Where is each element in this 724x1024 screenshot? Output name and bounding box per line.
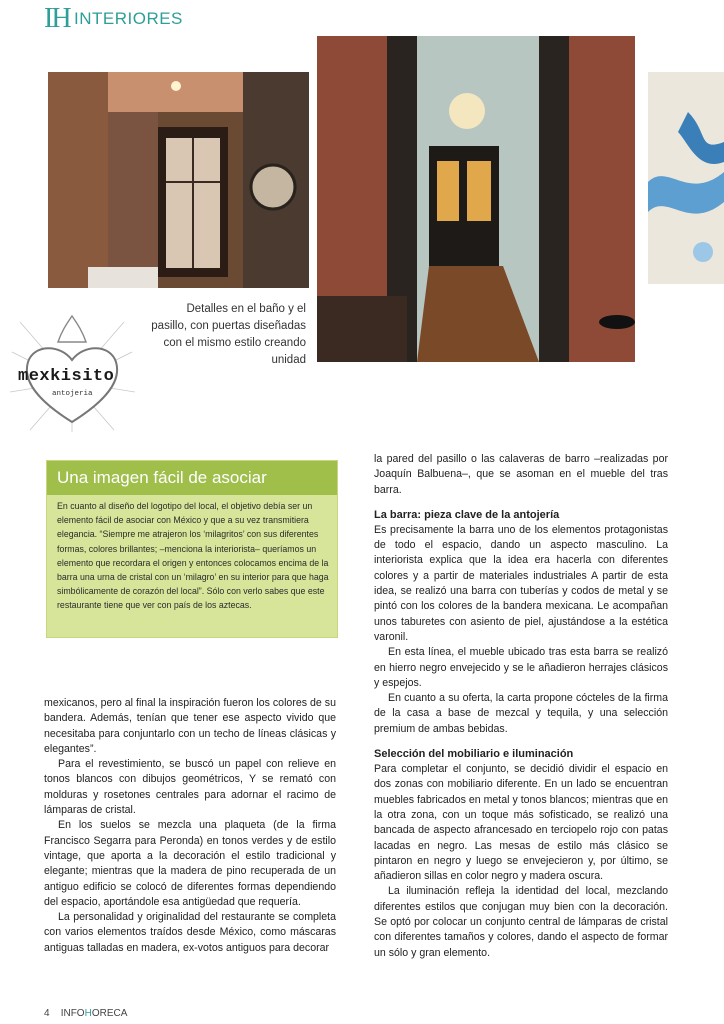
section-title: INTERIORES [74,9,183,28]
footer-brand-a: INFO [60,1008,85,1019]
paragraph: Para el revestimiento, se buscó un papel con relieve en tonos blancos con dibujos geométricos, Y se remató con molduras y rosetones centrales para adornar el racimo de lámparas de cristal. [44,758,336,817]
subheading: Selección del mobiliario e iluminación [374,748,574,761]
sidebar-text: En cuanto al diseño del logotipo del local, el objetivo debía ser un elemento fácil de asociar con México y que a su vez transmitiera elegancia. “Siempre me atrajeron los ‘milagritos’ con sus diferentes formas, colores brillantes; –menciona la interiorista– queríamos un elemento que recordara el origen y entonces colocamos encima de la barra una urna de cristal con un ‘milagro’ en su interior para que haga simbólicamente de corazón del local”. Sólo con verlo sabes que este restaurante tiene que ver con país de los aztecas. [57,501,329,611]
photo-caption: Detalles en el baño y el pasillo, con puertas diseñadas con el mismo estilo creando unidad [151,303,306,366]
paragraph: La personalidad y originalidad del restaurante se completa con varios elementos traídos desde México, como máscaras antiguas talladas en madera, ex-votos antiguos para decorar [44,911,336,954]
corridor-photo [317,36,635,362]
mexkisito-logo [10,312,135,432]
subheading: La barra: pieza clave de la antojería [374,508,560,521]
magazine-logo: IH [44,3,70,34]
article-column-left [44,696,336,956]
tile-photo [648,72,724,284]
paragraph: la pared del pasillo o las calaveras de barro –realizadas por Joaquín Balbuena–, que se asoman en el mueble del tras barra. [374,453,668,496]
footer-brand-b: H [84,1008,92,1019]
brand-name: mexkisito [18,367,115,386]
paragraph: En esta línea, el mueble ubicado tras esta barra se realizó en hierro negro envejecido y se le añadieron herrajes clásicos y espejos. [374,646,668,689]
paragraph: Es precisamente la barra uno de los elementos protagonistas de todo el espacio, dando un aspecto masculino. La interiorista explica que la idea era hacerla con diferentes colores y a partir de materiales industriales A partir de esta idea, se realizó una barra con tuberías y codos de metal y se pintó con los colores de la bandera mexicana. Le acompañan unos taburetes con asiento de piel, ajustándose a la estética varonil. [374,523,668,643]
article-column-right [374,452,668,961]
page-number: 4 [44,1008,50,1019]
paragraph: La iluminación refleja la identidad del local, mezclando diferentes estilos que conjugan muy bien con la decoración. Se optó por colocar un conjunto central de lámparas de cristal con diferentes tamaños y colores, dando el aspecto de formar un sólo y gran elemento. [374,885,668,959]
paragraph: En los suelos se mezcla una plaqueta (de la firma Francisco Segarra para Peronda) en tonos verdes y de estilo vintage, que aporta a la decoración el estilo tradicional y elegante; mientras que la madera de pino recuperada de un antiguo edificio se colocó de diferentes formas dependiendo del espacio, aportándole esa antigüedad que requería. [44,819,336,908]
paragraph: Para completar el conjunto, se decidió dividir el espacio en dos zonas con mobiliario diferente. En un lado se encuentran muebles fabricados en metal y tonos blancos; mientras que en la otra zona, con un toque más sofisticado, se realizó una bancada de aspecto afrancesado en terciopelo rojo con patas lacadas en negro. Las mesas de estilo más clásico se pintaron en negro y luego se envejecieron y, por último, se añadieron sillas en color negro y madera oscura. [374,763,668,883]
footer-brand-c: ORECA [91,1008,128,1019]
sidebar-box [46,460,338,638]
paragraph: mexicanos, pero al final la inspiración fueron los colores de su bandera. Además, tenían que tener ese aspecto vivido que necesitaba para conjuntarlo con un techo de líneas clásicas y elegantes”. [44,697,336,755]
page-footer [44,1008,127,1019]
bathroom-photo [48,72,309,288]
brand-subtitle: antojeria [52,390,93,398]
paragraph: En cuanto a su oferta, la carta propone cócteles de la firma de la casa a base de mezcal y tequila, y una selección premium de ambas bebidas. [374,692,668,735]
sidebar-title: Una imagen fácil de asociar [47,461,337,495]
